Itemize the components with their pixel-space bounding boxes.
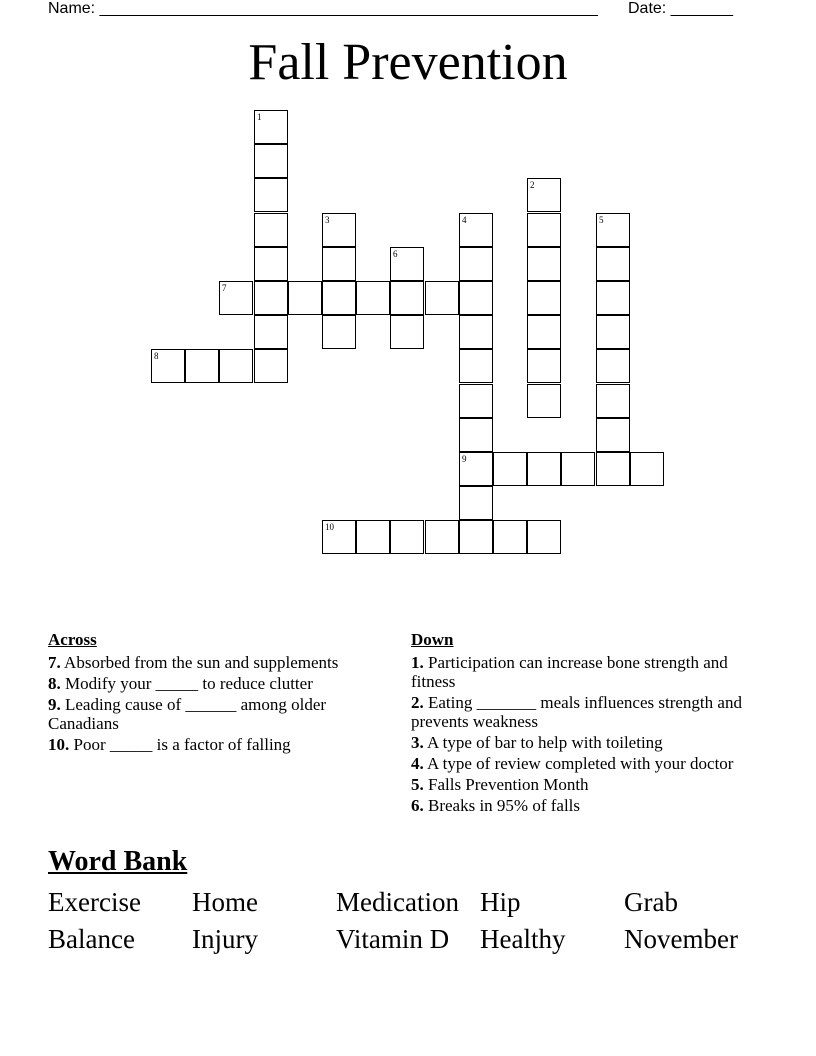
crossword-cell[interactable]: [459, 281, 493, 315]
crossword-cell[interactable]: [596, 247, 630, 281]
across-clue: [48, 735, 383, 754]
crossword-cell[interactable]: [254, 247, 288, 281]
clue-number: 6: [393, 249, 398, 259]
crossword-cell[interactable]: [254, 213, 288, 247]
clue-text: Poor _____ is a factor of falling: [69, 735, 291, 754]
clue-number: 5: [599, 215, 604, 225]
word-bank-word: Home: [192, 887, 258, 917]
word-bank-word: Medication: [336, 887, 459, 917]
name-field-label: Name: ________________________________________________________: [48, 0, 598, 17]
crossword-cell[interactable]: [527, 247, 561, 281]
crossword-cell[interactable]: [493, 452, 527, 486]
crossword-cell[interactable]: [596, 315, 630, 349]
crossword-cell[interactable]: [322, 247, 356, 281]
word-bank-word: Hip: [480, 887, 521, 917]
crossword-cell[interactable]: [596, 452, 630, 486]
down-clue: [411, 653, 751, 691]
clue-text: Absorbed from the sun and supplements: [60, 653, 339, 672]
crossword-cell[interactable]: [459, 349, 493, 383]
down-clue: [411, 775, 751, 794]
crossword-cell[interactable]: [254, 110, 288, 144]
clue-text: Eating _______ meals influences strength and prevents weakness: [411, 693, 742, 731]
across-clues: [48, 630, 383, 756]
clue-number: 8: [154, 351, 159, 361]
clue-number: 7: [222, 283, 227, 293]
across-clue-list: [48, 653, 383, 754]
clue-number: 4: [462, 215, 467, 225]
crossword-cell[interactable]: [527, 520, 561, 554]
crossword-cell[interactable]: [459, 418, 493, 452]
crossword-cell[interactable]: [390, 281, 424, 315]
crossword-cell[interactable]: [254, 144, 288, 178]
down-clue-list: [411, 653, 751, 815]
crossword-cell[interactable]: [527, 384, 561, 418]
down-clue: [411, 754, 751, 773]
crossword-cell[interactable]: [459, 452, 493, 486]
crossword-cell[interactable]: [459, 384, 493, 418]
crossword-cell[interactable]: [596, 418, 630, 452]
word-bank-word: Vitamin D: [336, 924, 450, 954]
clue-number-label: 5.: [411, 775, 424, 794]
crossword-cell[interactable]: [596, 384, 630, 418]
crossword-cell[interactable]: [459, 247, 493, 281]
crossword-cell[interactable]: [356, 281, 390, 315]
clue-text: Leading cause of ______ among older Canadians: [48, 695, 327, 733]
word-bank-word: Grab: [624, 887, 678, 917]
crossword-cell[interactable]: [527, 281, 561, 315]
crossword-cell[interactable]: [527, 315, 561, 349]
clue-number-label: 8.: [48, 674, 61, 693]
clue-text: Breaks in 95% of falls: [423, 796, 581, 815]
down-clue: [411, 693, 751, 731]
crossword-cell[interactable]: [322, 520, 356, 554]
crossword-cell[interactable]: [219, 281, 253, 315]
crossword-cell[interactable]: [254, 315, 288, 349]
word-bank-title: Word Bank: [48, 846, 188, 877]
clue-text: A type of bar to help with toileting: [423, 733, 663, 752]
crossword-cell[interactable]: [459, 486, 493, 520]
clue-text: Falls Prevention Month: [423, 775, 589, 794]
crossword-cell[interactable]: [356, 520, 390, 554]
word-bank-word: Healthy: [480, 924, 566, 954]
down-clue: [411, 733, 751, 752]
crossword-cell[interactable]: [561, 452, 595, 486]
crossword-cell[interactable]: [254, 281, 288, 315]
crossword-cell[interactable]: [219, 349, 253, 383]
crossword-cell[interactable]: [459, 315, 493, 349]
crossword-cell[interactable]: [596, 213, 630, 247]
across-clue: [48, 653, 383, 672]
clue-number: 1: [257, 112, 262, 122]
word-bank-word: Injury: [192, 924, 258, 954]
crossword-cell[interactable]: [527, 349, 561, 383]
crossword-cell[interactable]: [459, 213, 493, 247]
clue-text: A type of review completed with your doctor: [423, 754, 734, 773]
date-field-label: Date: _______: [628, 0, 733, 17]
clue-number-label: 3.: [411, 733, 424, 752]
crossword-cell[interactable]: [596, 281, 630, 315]
crossword-cell[interactable]: [151, 349, 185, 383]
clue-number-label: 4.: [411, 754, 424, 773]
across-clue: [48, 674, 383, 693]
crossword-cell[interactable]: [322, 281, 356, 315]
crossword-cell[interactable]: [493, 520, 527, 554]
crossword-cell[interactable]: [630, 452, 664, 486]
crossword-cell[interactable]: [254, 349, 288, 383]
crossword-cell[interactable]: [459, 520, 493, 554]
down-clue: [411, 796, 751, 815]
clue-number: 3: [325, 215, 330, 225]
clue-number-label: 10.: [48, 735, 70, 754]
crossword-cell[interactable]: [390, 520, 424, 554]
clue-number-label: 7.: [48, 653, 61, 672]
across-clue: [48, 695, 383, 733]
down-clues: [411, 630, 751, 817]
page-title: Fall Prevention: [248, 34, 568, 91]
crossword-cell[interactable]: [322, 315, 356, 349]
clue-number: 2: [530, 180, 535, 190]
word-bank-word: Exercise: [48, 887, 141, 917]
crossword-cell[interactable]: [596, 349, 630, 383]
crossword-cell[interactable]: [527, 178, 561, 212]
clue-number-label: 9.: [48, 695, 61, 714]
crossword-cell[interactable]: [185, 349, 219, 383]
crossword-cell[interactable]: [425, 520, 459, 554]
crossword-cell[interactable]: [390, 315, 424, 349]
clue-number-label: 2.: [411, 693, 424, 712]
crossword-cell[interactable]: [288, 281, 322, 315]
crossword-cell[interactable]: [425, 281, 459, 315]
crossword-cell[interactable]: [527, 452, 561, 486]
clue-text: Participation can increase bone strength and fitness: [411, 653, 728, 691]
clue-number: 10: [325, 522, 334, 532]
across-heading: Across: [48, 630, 97, 649]
clue-text: Modify your _____ to reduce clutter: [60, 674, 313, 693]
crossword-cell[interactable]: [254, 178, 288, 212]
word-bank-word: November: [624, 924, 738, 954]
word-bank-word: Balance: [48, 924, 135, 954]
crossword-cell[interactable]: [390, 247, 424, 281]
clue-number-label: 6.: [411, 796, 424, 815]
crossword-cell[interactable]: [527, 213, 561, 247]
down-heading: Down: [411, 630, 454, 649]
clue-number: 9: [462, 454, 467, 464]
crossword-cell[interactable]: [322, 213, 356, 247]
clue-number-label: 1.: [411, 653, 424, 672]
